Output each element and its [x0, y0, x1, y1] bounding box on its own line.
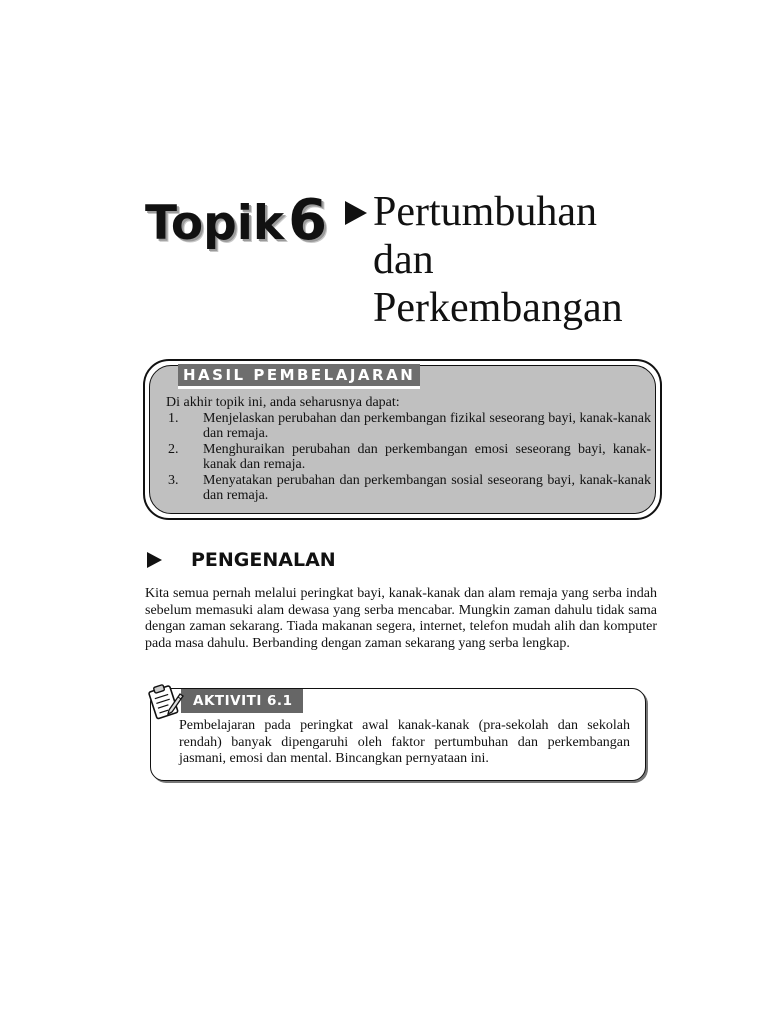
learning-outcomes-content: [166, 395, 651, 504]
list-item-text: Menjelaskan perubahan dan perkembangan fizikal seseorang bayi, kanak-kanak dan remaja.: [203, 410, 651, 441]
activity-label: AKTIVITI 6.1: [181, 689, 303, 713]
learning-outcomes-list: [166, 411, 651, 504]
section-heading: PENGENALAN: [191, 549, 336, 571]
list-item-text: Menyatakan perubahan dan perkembangan sosial seseorang bayi, kanak-kanak dan remaja.: [203, 472, 651, 503]
list-item: [166, 411, 651, 442]
list-item-number: 1.: [168, 410, 179, 426]
list-item-number: 2.: [168, 441, 179, 457]
list-item-number: 3.: [168, 472, 179, 488]
section-arrow-icon: [147, 552, 162, 568]
activity-text: Pembelajaran pada peringkat awal kanak-kanak (pra-sekolah dan sekolah rendah) banyak dipengaruhi oleh faktor pertumbuhan dan perkembangan jasmani, emosi dan mental. Bincangkan pernyataan ini.: [179, 718, 630, 767]
list-item: [166, 473, 651, 504]
list-item: [166, 442, 651, 473]
topic-title-line: Perkembangan: [373, 285, 623, 331]
topic-title-line: Pertumbuhan: [373, 189, 597, 235]
topic-label: [145, 188, 328, 253]
list-item-text: Menghuraikan perubahan dan perkembangan emosi seseorang bayi, kanak-kanak dan remaja.: [203, 441, 651, 472]
topic-number: 6: [288, 188, 328, 253]
topic-title: [373, 188, 733, 332]
introduction-paragraph: Kita semua pernah melalui peringkat bayi, kanak-kanak dan alam remaja yang serba indah sebelum memasuki alam dewasa yang serba mencabar. Mungkin zaman dahulu tidak sama dengan zaman sekarang. Tiada makanan segera, internet, telefon mudah alih dan komputer pada masa dahulu. Berbanding dengan zaman sekarang yang serba lengkap.: [145, 586, 657, 651]
title-arrow-icon: [345, 201, 367, 225]
topic-word: Topik: [145, 196, 285, 251]
topic-title-line: dan: [373, 237, 434, 283]
clipboard-pencil-icon: [143, 680, 185, 722]
learning-outcomes-intro: Di akhir topik ini, anda seharusnya dapat:: [166, 395, 400, 410]
learning-outcomes-heading: HASIL PEMBELAJARAN: [178, 364, 420, 389]
